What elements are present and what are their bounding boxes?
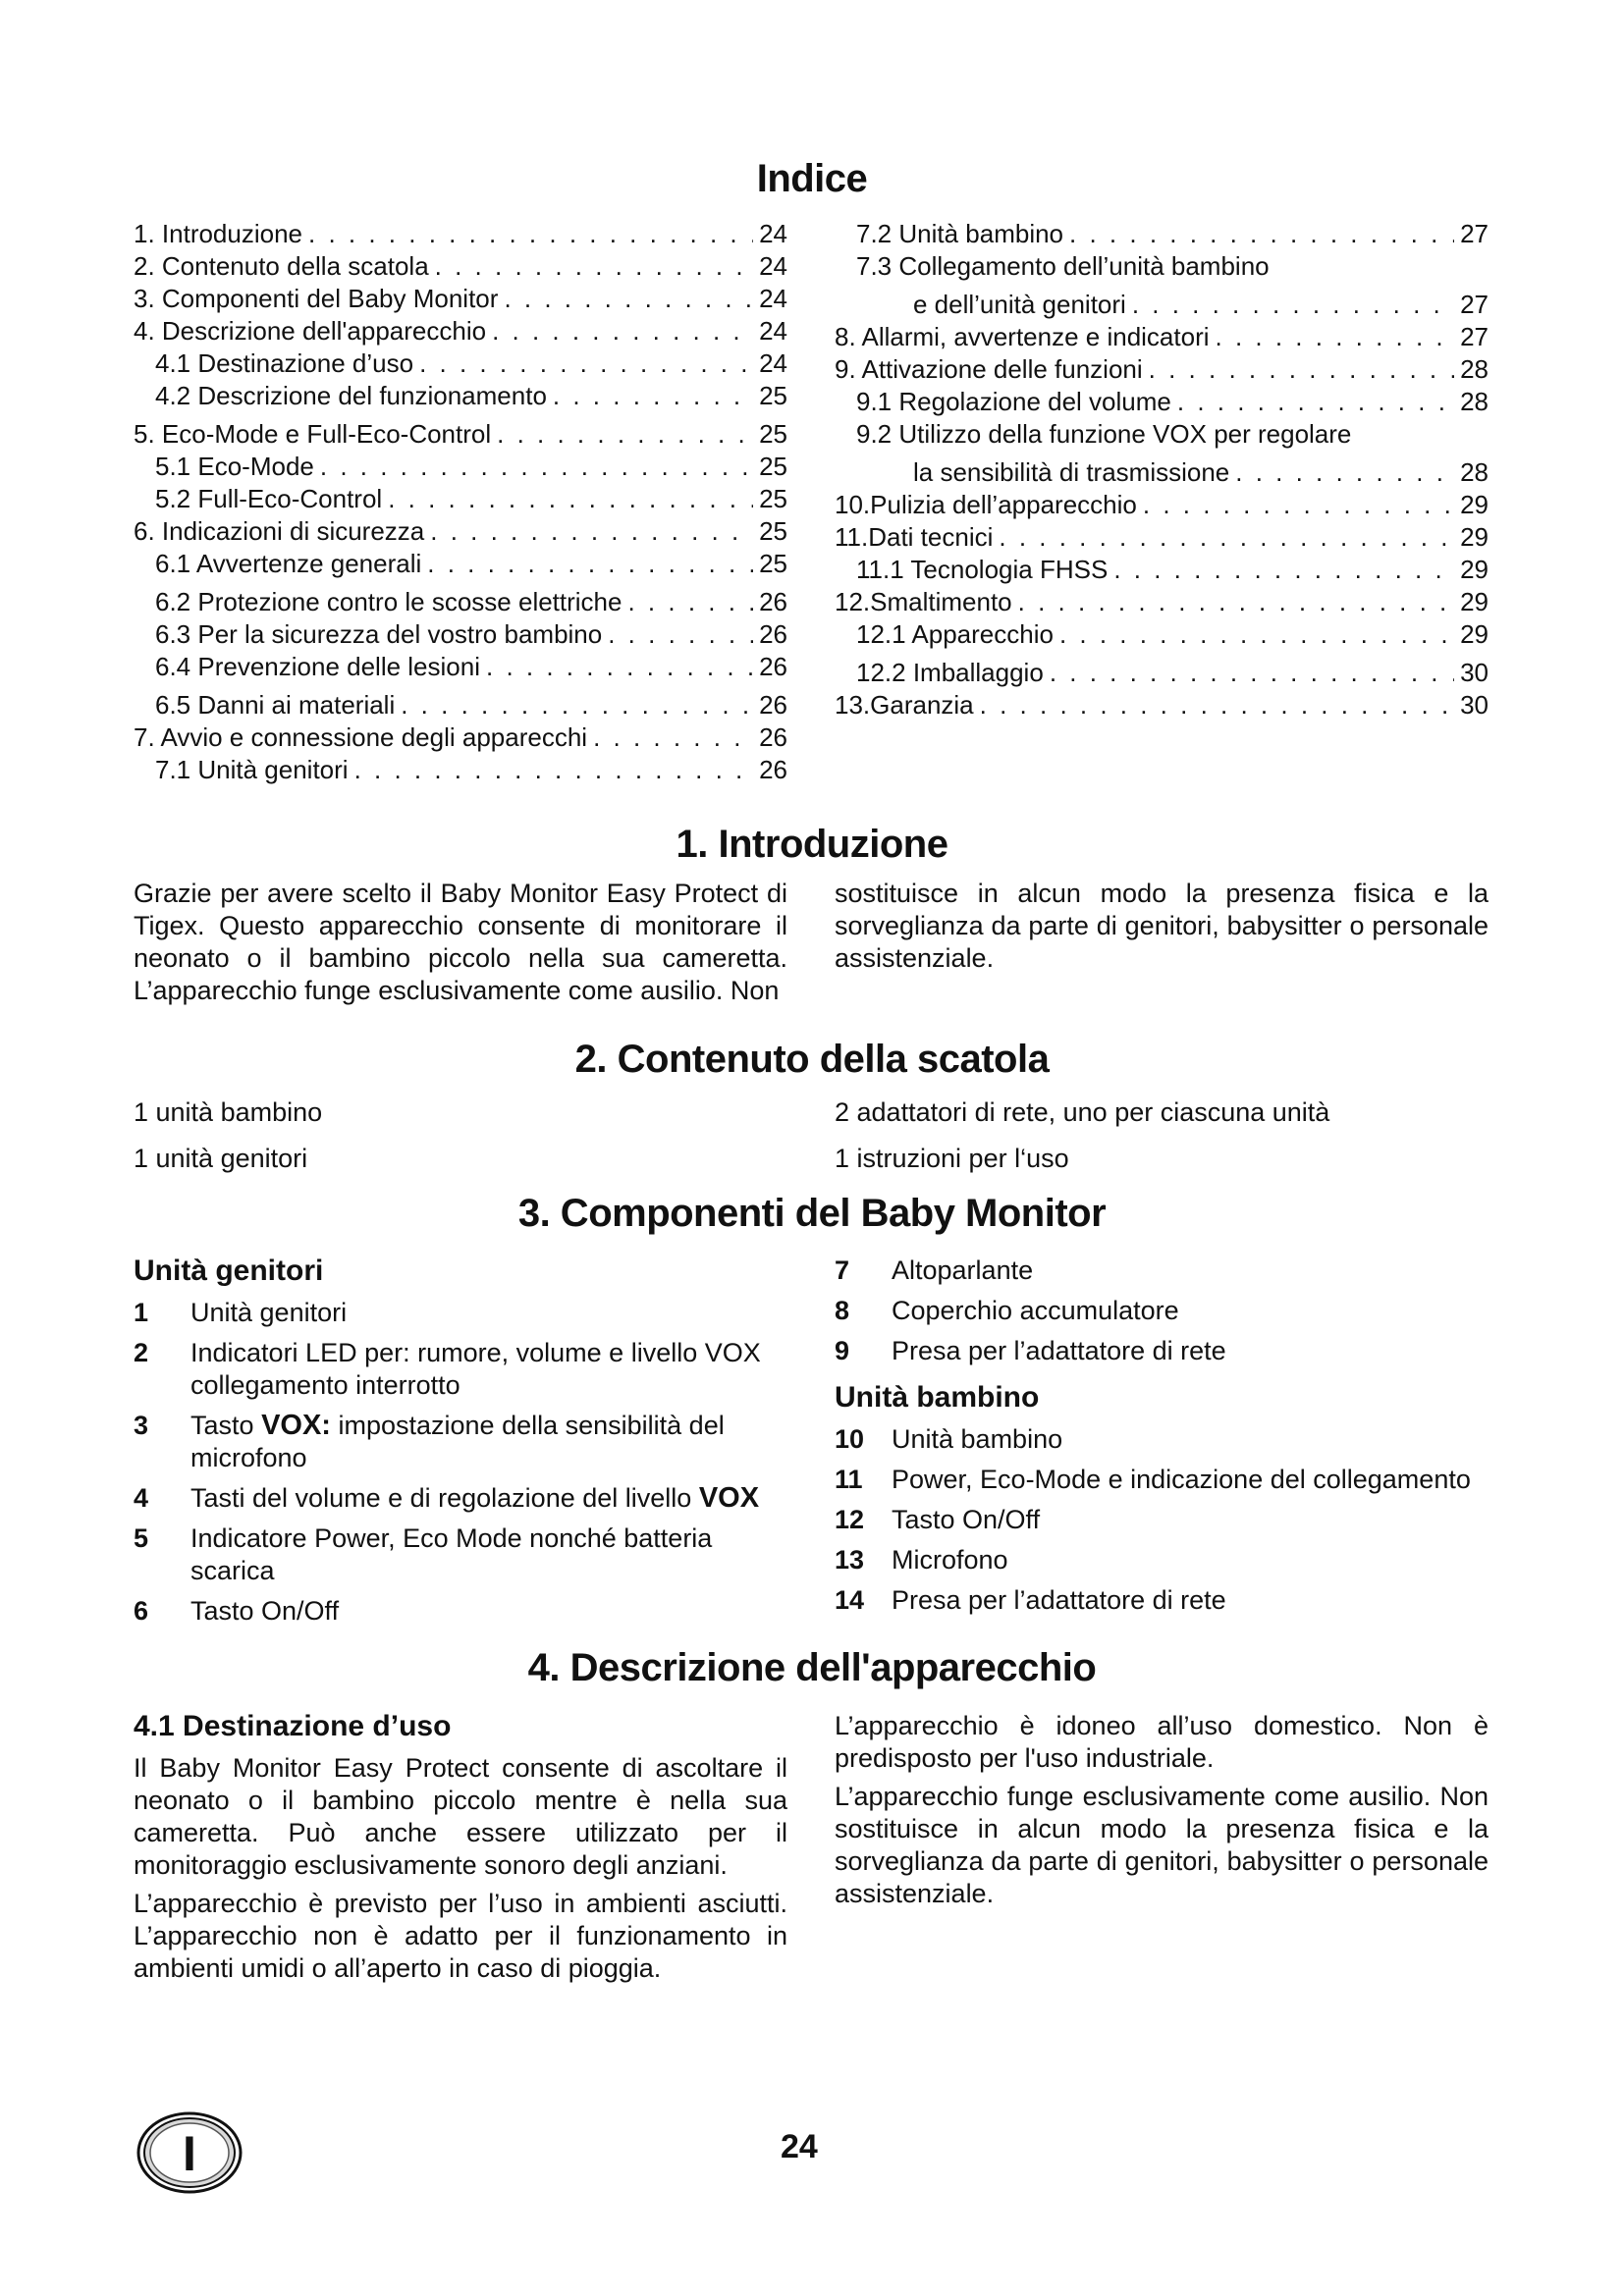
toc-entry[interactable]: 10.Pulizia dell’apparecchio . . . 29 — [835, 489, 1489, 521]
component-item: 4 Tasti del volume e di regolazione del livello VOX — [134, 1482, 760, 1514]
component-item: 2 Indicatori LED per: rumore, volume e livello VOX collegamento interrotto — [134, 1338, 761, 1400]
toc-entry[interactable]: 5. Eco-Mode e Full-Eco-Control . . . 25 — [134, 418, 787, 451]
toc-entry[interactable]: 6.3 Per la sicurezza del vostro bambino . . . 26 — [134, 618, 787, 651]
toc-entry[interactable]: 5.1 Eco-Mode . . . 25 — [134, 451, 787, 483]
section-2-right — [835, 1096, 1489, 1189]
toc-right-column — [835, 218, 1489, 721]
toc-entry[interactable]: 7.3 Collegamento dell’unità bambino — [856, 251, 1270, 281]
section-1-title: 1. Introduzione — [676, 823, 948, 866]
toc-entry[interactable]: 4.1 Destinazione d’uso . . . 24 — [134, 347, 787, 380]
component-item: 10 Unità bambino — [835, 1424, 1063, 1454]
toc-entry[interactable]: 4.2 Descrizione del funzionamento . . . 25 — [134, 380, 787, 412]
list-item: 1 unità genitori — [134, 1144, 308, 1173]
toc-entry[interactable]: 9.2 Utilizzo della funzione VOX per regolare — [856, 419, 1352, 449]
section-2-left — [134, 1096, 787, 1189]
component-item: 1 Unità genitori — [134, 1298, 348, 1327]
toc-entry[interactable]: 9.1 Regolazione del volume . . . 28 — [835, 386, 1489, 418]
component-item: 14 Presa per l’adattatore di rete — [835, 1585, 1226, 1615]
toc-entry[interactable]: 4. Descrizione dell'apparecchio . . . 24 — [134, 315, 787, 347]
toc-entry[interactable]: 12.2 Imballaggio . . . 30 — [835, 657, 1489, 689]
toc-entry[interactable]: 13.Garanzia . . . 30 — [835, 689, 1489, 721]
component-item: 9 Presa per l’adattatore di rete — [835, 1336, 1226, 1365]
toc-entry[interactable]: 6.4 Prevenzione delle lesioni . . . 26 — [134, 651, 787, 683]
toc-entry[interactable]: 6.1 Avvertenze generali . . . 25 — [134, 548, 787, 580]
toc-entry[interactable]: e dell’unità genitori . . . 27 — [835, 289, 1489, 321]
toc-entry[interactable]: 11.Dati tecnici . . . 29 — [835, 521, 1489, 554]
toc-entry[interactable]: la sensibilità di trasmissione . . . 28 — [835, 456, 1489, 489]
component-item: 8 Coperchio accumulatore — [835, 1296, 1179, 1325]
component-item: 6 Tasto On/Off — [134, 1596, 340, 1626]
component-item: 7 Altoparlante — [835, 1255, 1034, 1285]
section-1-left — [134, 878, 787, 1013]
component-item: 3 Tasto VOX: impostazione della sensibilità del microfono — [134, 1410, 725, 1472]
toc-entry[interactable]: 7.1 Unità genitori . . . 26 — [134, 754, 787, 786]
list-item: 2 adattatori di rete, uno per ciascuna unità — [835, 1097, 1330, 1127]
section-1-right — [835, 878, 1489, 981]
toc-entry[interactable]: 6.5 Danni ai materiali . . . 26 — [134, 689, 787, 721]
section-4-left — [134, 1710, 787, 1991]
toc-title: Indice — [756, 157, 868, 200]
toc-entry[interactable]: 3. Componenti del Baby Monitor . . . 24 — [134, 283, 787, 315]
section-3-left — [134, 1255, 787, 1635]
language-badge-letter: I — [183, 2126, 196, 2181]
toc-entry[interactable]: 6.2 Protezione contro le scosse elettriche . . . 26 — [134, 586, 787, 618]
toc-entry[interactable]: 7. Avvio e connessione degli apparecchi . . . 26 — [134, 721, 787, 754]
subheading-intended-use: 4.1 Destinazione d’uso — [134, 1710, 452, 1742]
subheading-child-unit: Unità bambino — [835, 1381, 1040, 1414]
page-number: 24 — [781, 2128, 818, 2165]
toc-entry[interactable]: 1. Introduzione . . . 24 — [134, 218, 787, 250]
paragraph: Il Baby Monitor Easy Protect consente di ascoltare il neonato o il bambino piccolo mentre è nella sua cameretta. Può anche essere utilizzato per il monitoraggio esclusivamente sonoro degli anziani. — [134, 1753, 787, 1880]
toc-entry[interactable]: 7.2 Unità bambino . . . 27 — [835, 218, 1489, 250]
section-2-title: 2. Contenuto della scatola — [574, 1038, 1050, 1081]
toc-entry[interactable]: 11.1 Tecnologia FHSS . . . 29 — [835, 554, 1489, 586]
toc-entry[interactable]: 12.1 Apparecchio . . . 29 — [835, 618, 1489, 651]
toc-entry[interactable]: 9. Attivazione delle funzioni . . . 28 — [835, 353, 1489, 386]
section-3-right — [835, 1255, 1489, 1625]
paragraph: L’apparecchio è idoneo all’uso domestico. Non è predisposto per l'uso industriale. — [835, 1711, 1489, 1773]
toc-left-column — [134, 218, 787, 786]
section-4-right — [835, 1710, 1489, 1916]
toc-entry[interactable]: 2. Contenuto della scatola . . . 24 — [134, 250, 787, 283]
list-item: 1 istruzioni per l‘uso — [835, 1144, 1069, 1173]
component-item: 5 Indicatore Power, Eco Mode nonché batteria scarica — [134, 1523, 713, 1585]
paragraph: L’apparecchio funge esclusivamente come ausilio. Non sostituisce in alcun modo la presenza fisica e la sorveglianza da parte di genitori, babysitter o personale assistenziale. — [835, 1782, 1489, 1908]
toc-entry[interactable]: 8. Allarmi, avvertenze e indicatori . . . 27 — [835, 321, 1489, 353]
paragraph: Grazie per avere scelto il Baby Monitor Easy Protect di Tigex. Questo apparecchio consente di monitorare il neonato o il bambino piccolo nella sua cameretta. L’apparecchio funge esclusivamente come ausilio. Non — [134, 879, 787, 1005]
section-3-title: 3. Componenti del Baby Monitor — [517, 1192, 1107, 1235]
component-item: 12 Tasto On/Off — [835, 1505, 1041, 1534]
toc-entry[interactable]: 12.Smaltimento . . . 29 — [835, 586, 1489, 618]
language-badge-icon — [135, 2110, 244, 2195]
toc-entry[interactable]: 5.2 Full-Eco-Control . . . 25 — [134, 483, 787, 515]
subheading-parent-unit: Unità genitori — [134, 1255, 324, 1287]
section-4-title: 4. Descrizione dell'apparecchio — [527, 1646, 1097, 1689]
component-item: 13 Microfono — [835, 1545, 1008, 1575]
toc-entry[interactable]: 6. Indicazioni di sicurezza . . . 25 — [134, 515, 787, 548]
paragraph: sostituisce in alcun modo la presenza fisica e la sorveglianza da parte di genitori, babysitter o personale assistenziale. — [835, 879, 1489, 973]
paragraph: L’apparecchio è previsto per l’uso in ambienti asciutti. L’apparecchio non è adatto per il funzionamento in ambienti umidi o all’aperto in caso di pioggia. — [134, 1889, 787, 1983]
list-item: 1 unità bambino — [134, 1097, 323, 1127]
component-item: 11 Power, Eco-Mode e indicazione del collegamento — [835, 1465, 1471, 1494]
